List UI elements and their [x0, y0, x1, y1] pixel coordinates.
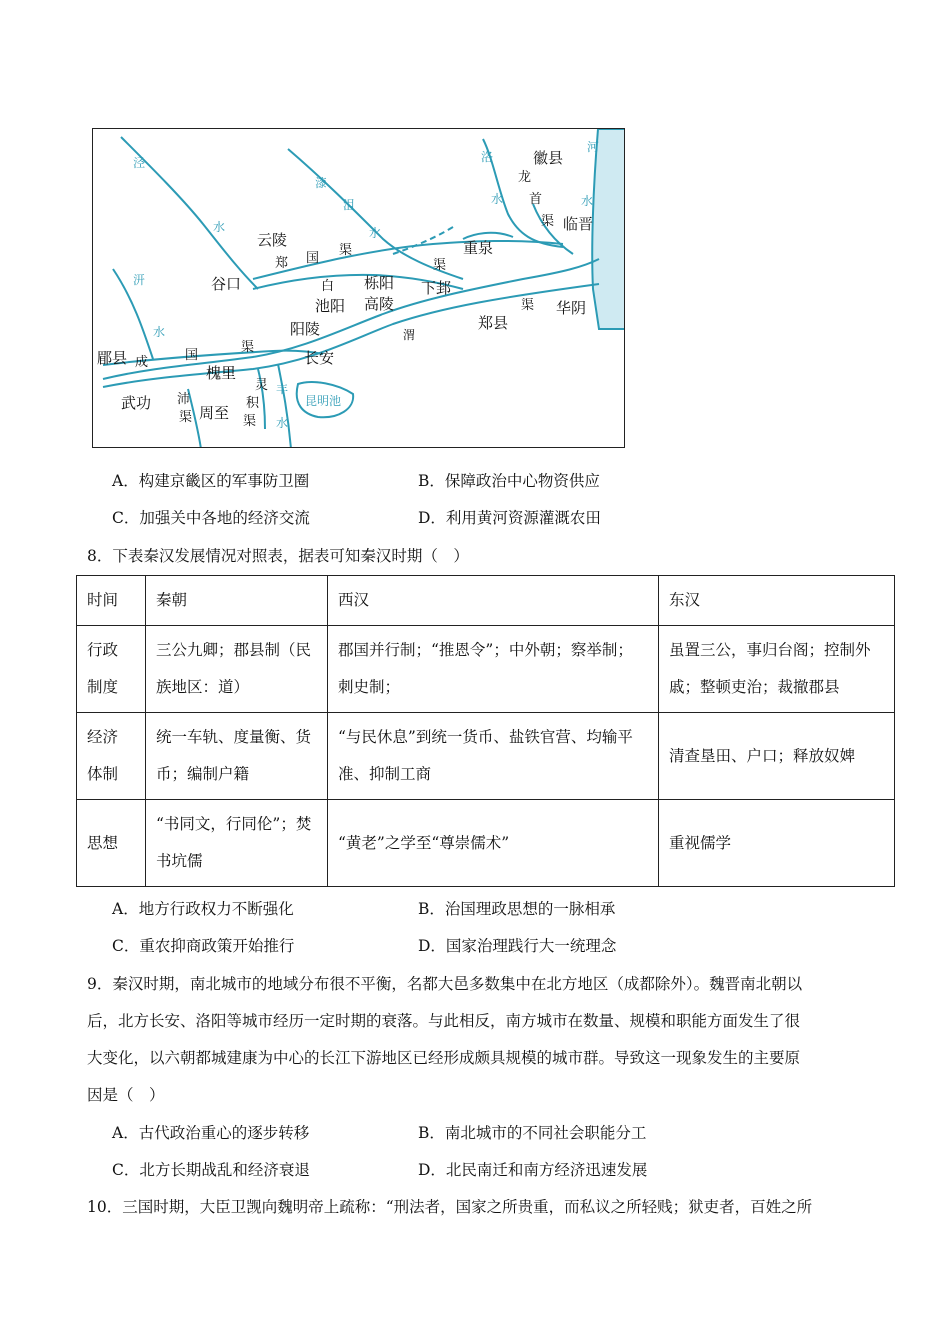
q9-stem-line-1: 9．秦汉时期，南北城市的地域分布很不平衡，名都大邑多数集中在北方地区（成都除外）。魏晋南北朝以 — [87, 975, 803, 993]
q8-option-a: A．地方行政权力不断强化 — [112, 900, 294, 918]
table-cell: “与民休息”到统一货币、盐铁官营、均输平 准、抑制工商 — [328, 713, 659, 800]
table-header-row — [77, 576, 895, 626]
table-row — [77, 800, 895, 887]
q7-option-a: A．构建京畿区的军事防卫圈 — [112, 472, 310, 490]
city-wugong: 武功 — [121, 394, 152, 412]
city-xiagui: 下邽 — [421, 279, 452, 297]
river-label-feng-water: 水 — [276, 416, 289, 430]
canal-label-chengguo-qu: 渠 — [241, 340, 255, 355]
city-changan: 长安 — [304, 349, 335, 367]
lake-label-kunmingchi: 昆明池 — [305, 394, 342, 408]
q7-option-b: B．保障政治中心物资供应 — [418, 472, 600, 490]
canal-label-bai-qu: 渠 — [433, 258, 447, 273]
table-cell: 清查垦田、户口；释放奴婢 — [659, 713, 895, 800]
q9-stem-line-3: 大变化，以六朝都城建康为中心的长江下游地区已经形成颇具规模的城市群。导致这一现象发生的主要原 — [87, 1049, 801, 1067]
table-cell: “黄老”之学至“尊崇儒术” — [328, 800, 659, 887]
city-gukou: 谷口 — [211, 275, 242, 293]
city-chiyang: 池阳 — [315, 297, 346, 315]
canal-label-zhengguo-1: 郑 — [275, 256, 289, 271]
q8-stem: 8．下表秦汉发展情况对照表，据表可知秦汉时期（ ） — [87, 547, 469, 565]
table-row — [77, 713, 895, 800]
table-header-cell: 秦朝 — [146, 576, 328, 626]
table-cell: 行政 制度 — [77, 626, 146, 713]
river-label-qi: 漆 — [315, 176, 328, 190]
table-header-cell: 西汉 — [328, 576, 659, 626]
table-header-cell: 东汉 — [659, 576, 895, 626]
river-label-feng: 丰 — [276, 382, 289, 396]
q8-option-b: B．治国理政思想的一脉相承 — [418, 900, 616, 918]
city-yangling: 阳陵 — [290, 320, 321, 338]
river-label-qiju-water: 水 — [369, 226, 382, 240]
q10-stem-line-1: 10．三国时期，大臣卫觊向魏明帝上疏称：“刑法者，国家之所贵重，而私议之所轻贱；狱吏者，百姓之所 — [87, 1198, 813, 1216]
river-label-jing-water: 水 — [213, 220, 226, 234]
canal-map — [92, 128, 625, 448]
q9-stem-line-4: 因是（ ） — [87, 1086, 165, 1104]
canal-label-longshou-1: 龙 — [518, 170, 532, 185]
table-cell: 郡国并行制；“推恩令”；中外朝；察举制； 刺史制； — [328, 626, 659, 713]
city-yueyang: 栎阳 — [364, 274, 395, 292]
q9-option-b: B．南北城市的不同社会职能分工 — [418, 1124, 647, 1142]
city-zhengxian: 郑县 — [478, 314, 509, 332]
q7-option-c: C．加强关中各地的经济交流 — [112, 509, 310, 527]
city-zhouzhi: 周至 — [199, 404, 230, 422]
city-yunling: 云陵 — [257, 231, 288, 249]
city-huaili: 槐里 — [206, 364, 237, 382]
q8-option-c: C．重农抑商政策开始推行 — [112, 937, 295, 955]
canal-label-lingji-3: 渠 — [243, 414, 257, 429]
table-cell: 重视儒学 — [659, 800, 895, 887]
canal-label-lingji-1: 灵 — [255, 378, 269, 393]
map-rivers-drawing — [93, 129, 625, 448]
canal-label-cheng: 成 — [135, 355, 149, 370]
river-label-qian-water: 水 — [153, 325, 166, 339]
canal-label-zhengguo-3: 渠 — [339, 243, 353, 258]
canal-label-guo: 国 — [185, 348, 199, 363]
q7-option-d: D．利用黄河资源灌溉农田 — [418, 509, 601, 527]
table-row — [77, 626, 895, 713]
table-cell: 三公九卿；郡县制（民 族地区：道） — [146, 626, 328, 713]
city-linjin: 临晋 — [563, 215, 594, 233]
city-huixian: 徽县 — [533, 149, 564, 167]
table-cell: 虽置三公，事归台阁；控制外 戚；整顿吏治；裁撤郡县 — [659, 626, 895, 713]
canal-label-zheng-qu: 渠 — [521, 298, 535, 313]
river-label-luo-water: 水 — [491, 192, 504, 206]
canal-label-longshou-3: 渠 — [541, 214, 555, 229]
river-label-ju: 沮 — [343, 198, 356, 212]
canal-label-lingji-2: 积 — [246, 396, 260, 411]
qinhan-comparison-table — [76, 575, 895, 887]
city-meixian: 郿县 — [97, 349, 128, 367]
river-label-wei: 渭 — [403, 328, 416, 342]
canal-label-pei-qu: 渠 — [179, 410, 193, 425]
table-header-cell: 时间 — [77, 576, 146, 626]
river-label-he: 河 — [587, 140, 600, 154]
table-cell: 经济 体制 — [77, 713, 146, 800]
q9-stem-line-2: 后，北方长安、洛阳等城市经历一定时期的衰落。与此相反，南方城市在数量、规模和职能方面发生了很 — [87, 1012, 801, 1030]
q9-option-a: A．古代政治重心的逐步转移 — [112, 1124, 310, 1142]
q9-option-c: C．北方长期战乱和经济衰退 — [112, 1161, 310, 1179]
river-label-jing: 泾 — [133, 156, 146, 170]
q9-option-d: D．北民南迁和南方经济迅速发展 — [418, 1161, 648, 1179]
river-label-luo: 洛 — [481, 150, 494, 164]
canal-label-pei: 沛 — [177, 392, 191, 407]
table-cell: “书同文，行同伦”；焚 书坑儒 — [146, 800, 328, 887]
city-huayin: 华阴 — [556, 299, 587, 317]
canal-label-zhengguo-2: 国 — [306, 251, 320, 266]
canal-label-bai: 白 — [321, 279, 335, 294]
river-label-qian: 汧 — [133, 273, 146, 287]
table-cell: 思想 — [77, 800, 146, 887]
city-chongquan: 重泉 — [463, 239, 494, 257]
q8-option-d: D．国家治理践行大一统理念 — [418, 937, 617, 955]
river-label-he-water: 水 — [581, 194, 594, 208]
table-cell: 统一车轨、度量衡、货 币；编制户籍 — [146, 713, 328, 800]
canal-label-longshou-2: 首 — [529, 192, 543, 207]
city-gaoling: 高陵 — [364, 295, 395, 313]
